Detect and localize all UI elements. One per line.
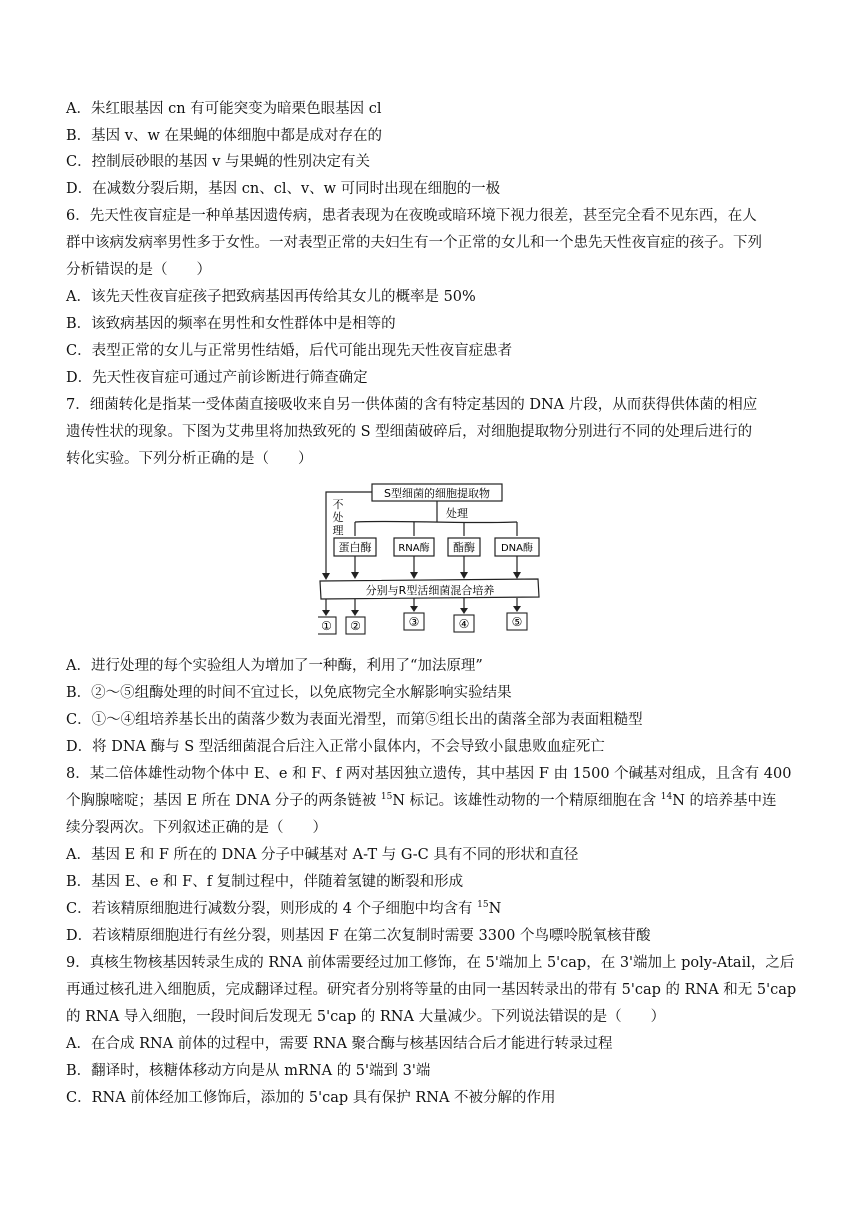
result-label-5: ⑤: [511, 615, 523, 629]
q8-stem-line-3: 续分裂两次。下列叙述正确的是（ ）: [66, 820, 327, 836]
q5-option-b: B．基因 v、w 在果蝇的体细胞中都是成对存在的: [66, 128, 382, 144]
mix-label: 分别与R型活细菌混合培养: [365, 584, 495, 597]
result-label-1: ①: [321, 619, 332, 633]
q6-option-c: C．表型正常的女儿与正常男性结婚，后代可能出现先天性夜盲症患者: [66, 343, 513, 359]
q8-stem-line-2: 个胸腺嘧啶；基因 E 所在 DNA 分子的两条链被 $^{15}$N 标记。该雄性动物的一个精原细胞在含 $^{14}$N 的培养基中连: [66, 792, 777, 809]
q6-stem-line-3: 分析错误的是（ ）: [66, 262, 211, 278]
result-label-2: ②: [350, 619, 361, 633]
q8-option-b: B．基因 E、e 和 F、f 复制过程中，伴随着氢键的断裂和形成: [66, 874, 464, 890]
q7-stem-line-3: 转化实验。下列分析正确的是（ ）: [66, 451, 313, 467]
extract-label: S型细菌的细胞提取物: [384, 487, 490, 500]
q5-option-c: C．控制辰砂眼的基因 v 与果蝇的性别决定有关: [66, 154, 371, 170]
q9-stem-line-3: 的 RNA 导入细胞，一段时间后发现无 5'cap 的 RNA 大量减少。下列说法错误的是（ ）: [66, 1009, 666, 1025]
no-treat-char-1: 不: [332, 498, 344, 511]
q5-option-a: A．朱红眼基因 cn 有可能突变为暗栗色眼基因 cl: [66, 101, 382, 117]
q8-option-a: A．基因 E 和 F 所在的 DNA 分子中碱基对 A-T 与 G-C 具有不同的形状和直径: [66, 847, 579, 863]
q8-stem-line-1: 8．某二倍体雄性动物个体中 E、e 和 F、f 两对基因独立遗传，其中基因 F 由 1500 个碱基对组成，且含有 400: [66, 766, 792, 782]
q5-option-d: D．在减数分裂后期，基因 cn、cl、v、w 可同时出现在细胞的一极: [66, 181, 501, 197]
no-treat-char-2: 处: [332, 511, 344, 524]
q8-option-c: C．若该精原细胞进行减数分裂，则形成的 4 个子细胞中均含有 $^{15}$N: [66, 900, 502, 917]
enzyme-label-1: 蛋白酶: [338, 541, 372, 554]
q7-option-c: C．①～④组培养基长出的菌落少数为表面光滑型，而第⑤组长出的菌落全部为表面粗糙型: [66, 712, 643, 728]
no-treat-char-3: 理: [332, 524, 344, 537]
q7-option-a: A．进行处理的每个实验组人为增加了一种酶，利用了“加法原理”: [66, 658, 483, 674]
q6-option-b: B．该致病基因的频率在男性和女性群体中是相等的: [66, 316, 396, 332]
q7-stem-line-1: 7．细菌转化是指某一受体菌直接吸收来自另一供体菌的含有特定基因的 DNA 片段，从而获得供体菌的相应: [66, 397, 758, 413]
enzyme-label-4: DNA酶: [500, 543, 534, 554]
q7-option-d: D．将 DNA 酶与 S 型活细菌混合后注入正常小鼠体内，不会导致小鼠患败血症死亡: [66, 739, 605, 755]
branch-line: [355, 521, 517, 522]
enzyme-label-2: RNA酶: [398, 543, 430, 554]
no-treat-arrowhead: [322, 573, 330, 580]
q6-stem-line-2: 群中该病发病率男性多于女性。一对表型正常的夫妇生有一个正常的女儿和一个患先天性夜盲症的孩子。下列: [66, 235, 762, 251]
result-label-4: ④: [458, 617, 470, 631]
q7-stem-line-2: 遗传性状的现象。下图为艾弗里将加热致死的 S 型细菌破碎后，对细胞提取物分别进行不同的处理后进行的: [66, 424, 753, 440]
q9-stem-line-2: 再通过核孔进入细胞质，完成翻译过程。研究者分别将等量的由同一基因转录出的带有 5'cap 的 RNA 和无 5'cap: [66, 982, 797, 998]
q6-option-a: A．该先天性夜盲症孩子把致病基因再传给其女儿的概率是 50%: [66, 289, 476, 305]
treat-label: 处理: [446, 507, 468, 520]
q6-option-d: D．先天性夜盲症可通过产前诊断进行筛查确定: [66, 370, 368, 386]
q9-option-b: B．翻译时，核糖体移动方向是从 mRNA 的 5'端到 3'端: [66, 1063, 431, 1079]
q8-option-d: D．若该精原细胞进行有丝分裂，则基因 F 在第二次复制时需要 3300 个鸟嘌呤脱氧核苷酸: [66, 928, 651, 944]
result-label-3: ③: [408, 615, 420, 629]
q7-option-b: B．②～⑤组酶处理的时间不宜过长，以免底物完全水解影响实验结果: [66, 685, 512, 701]
enzyme-label-3: 酯酶: [453, 541, 475, 554]
q9-option-a: A．在合成 RNA 前体的过程中，需要 RNA 聚合酶与核基因结合后才能进行转录过程: [66, 1036, 613, 1052]
q9-stem-line-1: 9．真核生物核基因转录生成的 RNA 前体需要经过加工修饰，在 5'端加上 5'cap，在 3'端加上 poly-Atail，之后: [66, 955, 795, 971]
q6-stem-line-1: 6．先天性夜盲症是一种单基因遗传病，患者表现为在夜晚或暗环境下视力很差，甚至完全看不见东西，在人: [66, 208, 757, 224]
transformation-experiment-diagram: [318, 480, 542, 640]
q9-option-c: C．RNA 前体经加工修饰后，添加的 5'cap 具有保护 RNA 不被分解的作用: [66, 1090, 556, 1106]
